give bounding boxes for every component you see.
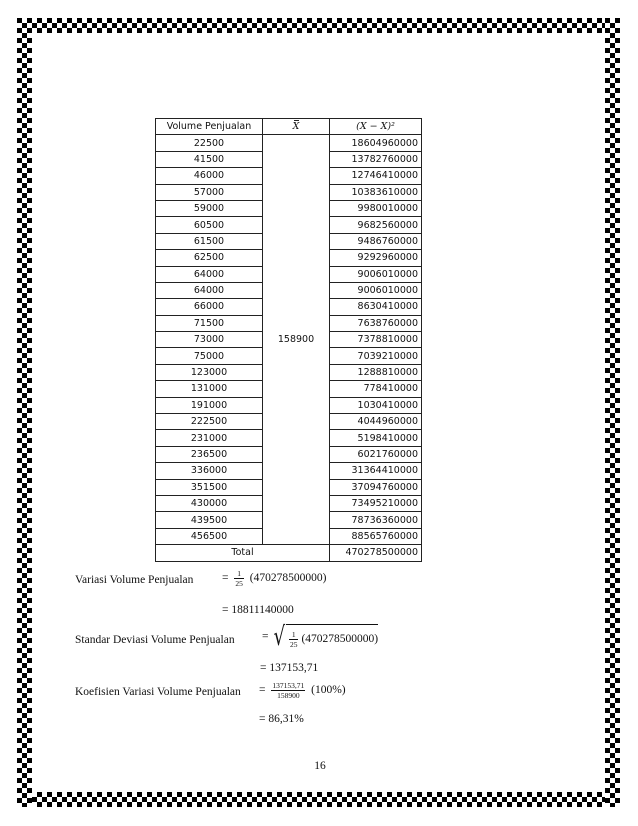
volume-cell: 59000 [156,200,263,216]
page-border-top [17,18,620,33]
variance-equals: = [222,572,229,585]
deviation-cell: 9006010000 [330,282,422,298]
page-number: 16 [314,760,326,772]
deviation-cell: 9486760000 [330,233,422,249]
page-border-right [605,18,620,807]
table-total-row [156,545,422,561]
deviation-cell: 778410000 [330,381,422,397]
deviation-cell: 13782760000 [330,151,422,167]
volume-cell: 64000 [156,266,263,282]
variance-line [75,574,193,586]
deviation-cell: 9682560000 [330,217,422,233]
variance-label: Variasi Volume Penjualan [75,574,194,586]
variance-fraction [234,569,244,588]
volume-cell: 61500 [156,233,263,249]
table-header-row [156,119,422,135]
volume-cell: 222500 [156,414,263,430]
stdev-frac-num: 1 [289,630,299,640]
deviation-cell: 37094760000 [330,479,422,495]
sqrt-icon: √ [273,622,286,652]
volume-cell: 73000 [156,332,263,348]
cv-label: Koefisien Variasi Volume Penjualan [75,686,241,698]
table-body [156,135,422,545]
volume-cell: 71500 [156,315,263,331]
stdev-frac-den: 25 [289,639,298,649]
volume-cell: 41500 [156,151,263,167]
volume-cell: 62500 [156,250,263,266]
volume-cell: 456500 [156,528,263,544]
stdev-formula [262,624,378,650]
header-mean-symbol: X [292,121,300,133]
deviation-cell: 9292960000 [330,250,422,266]
variance-result: = 18811140000 [222,604,294,616]
variance-operand: (470278500000) [249,572,327,585]
deviation-cell: 5198410000 [330,430,422,446]
deviation-cell: 4044960000 [330,414,422,430]
deviation-cell: 8630410000 [330,299,422,315]
volume-cell: 22500 [156,135,263,151]
page-border-left [17,18,32,807]
deviation-cell: 9006010000 [330,266,422,282]
cv-formula [259,681,346,700]
deviation-cell: 6021760000 [330,446,422,462]
volume-cell: 75000 [156,348,263,364]
volume-cell: 439500 [156,512,263,528]
volume-cell: 46000 [156,168,263,184]
variance-frac-num: 1 [234,569,244,579]
deviation-cell: 7039210000 [330,348,422,364]
variance-formula [222,569,326,588]
deviation-cell: 9980010000 [330,200,422,216]
deviation-cell: 18604960000 [330,135,422,151]
cv-frac-den: 158900 [277,691,300,700]
volume-cell: 351500 [156,479,263,495]
stdev-result: = 137153,71 [260,662,319,674]
deviation-cell: 1288810000 [330,364,422,380]
cv-operand: (100%) [311,684,346,697]
stdev-sqrt [271,624,378,650]
deviation-cell: 12746410000 [330,168,422,184]
cv-fraction [271,681,305,700]
volume-cell: 57000 [156,184,263,200]
deviation-cell: 73495210000 [330,495,422,511]
total-value: 470278500000 [330,545,422,561]
volume-cell: 336000 [156,463,263,479]
variance-frac-den: 25 [235,579,243,588]
cv-equals: = [259,684,266,697]
deviation-cell: 7638760000 [330,315,422,331]
stdev-fraction [289,630,299,649]
stdev-equals: = [262,630,269,643]
deviation-cell: 31364410000 [330,463,422,479]
mean-cell: 158900 [263,135,330,545]
header-mean [263,119,330,135]
stdev-sqrt-body [286,624,378,650]
volume-cell: 123000 [156,364,263,380]
volume-cell: 191000 [156,397,263,413]
volume-cell: 60500 [156,217,263,233]
cv-frac-num: 137153,71 [272,681,305,690]
volume-cell: 231000 [156,430,263,446]
volume-cell: 236500 [156,446,263,462]
volume-cell: 430000 [156,495,263,511]
deviation-cell: 1030410000 [330,397,422,413]
deviation-cell: 88565760000 [330,528,422,544]
volume-cell: 66000 [156,299,263,315]
cv-result: = 86,31% [259,713,304,725]
deviation-cell: 7378810000 [330,332,422,348]
stdev-operand: (470278500000) [301,633,379,645]
deviation-cell: 10383610000 [330,184,422,200]
volume-deviation-table [155,118,422,562]
header-deviation [330,119,422,135]
volume-cell: 64000 [156,282,263,298]
stdev-label: Standar Deviasi Volume Penjualan [75,634,235,646]
header-deviation-formula: (X − X)² [356,121,395,133]
total-label: Total [156,545,330,561]
table-row [156,135,422,151]
deviation-cell: 78736360000 [330,512,422,528]
volume-cell: 131000 [156,381,263,397]
page-border-bottom [17,792,620,807]
header-volume: Volume Penjualan [156,119,263,135]
